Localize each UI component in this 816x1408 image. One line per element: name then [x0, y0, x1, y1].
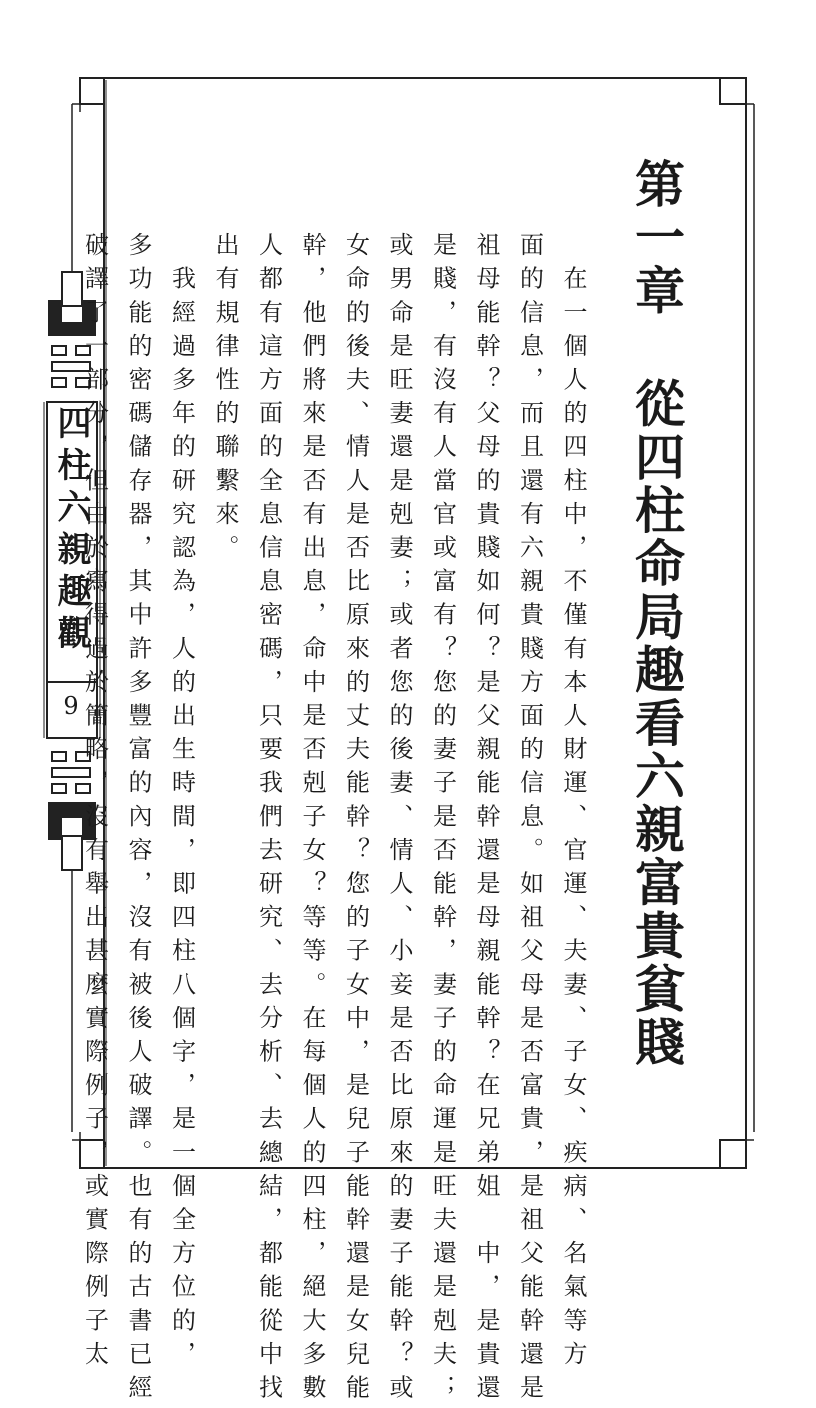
text-column: 面的信息，而且還有六親貴賤方面的信息。如祖父母是否富貴，是祖父能幹還是: [515, 232, 544, 1408]
text-column: 幹，他們將來是否有出息，命中是否剋子女？等等。在每個人的四柱，絕大多數: [298, 232, 326, 1408]
corner-ornament-top-right: [720, 78, 746, 104]
chapter-heading: [622, 158, 690, 1069]
text-column: 祖母能幹？父母的貴賤如何？是父親能幹還是母親能幹？在兄弟姐 中，是貴還: [472, 232, 500, 1408]
page-number: 9: [63, 692, 79, 720]
text-column: 出有規律性的聯繫來。: [211, 232, 239, 568]
text-column: 人都有這方面的全息信息密碼，只要我們去研究、去分析、去總結，都能從中找: [254, 232, 283, 1408]
corner-ornament-top-left: [80, 78, 104, 104]
text-column: 多功能的密碼儲存器，其中許多豐富的內容，沒有被後人破譯。也有的古書已經: [124, 232, 152, 1408]
text-column: 女命的後夫、情人是否比原來的丈夫能幹？您的子女中，是兒子能幹還是女兒能: [341, 232, 370, 1408]
chapter-label: 第一章: [627, 158, 686, 318]
text-column: 是賤，有沒有人當官或富有？您的妻子是否能幹，妻子的命運是旺夫還是剋夫；: [428, 232, 457, 1408]
body-text: [72, 232, 594, 1408]
text-column: 破譯了一部分，但由於寫得過於簡略，沒有舉出甚麼實際例子，或實際例子太: [80, 232, 109, 1375]
running-book-title: 四柱六親趣觀: [51, 405, 91, 657]
text-column: 我經過多年的研究認為，人的出生時間，即四柱八個字，是一個全方位的，: [167, 232, 196, 1375]
text-column: 或男命是旺妻還是剋妻；或者您的後妻、情人、小妾是否比原來的妻子能幹？或: [385, 232, 413, 1408]
chapter-title: 從四柱命局趣看六親富貴貧賤: [627, 377, 686, 1070]
corner-ornament-bottom-right: [720, 1140, 746, 1168]
text-column: 在一個人的四柱中，不僅有本人財運、官運、夫妻、子女、疾病、名氣等方: [559, 232, 587, 1375]
